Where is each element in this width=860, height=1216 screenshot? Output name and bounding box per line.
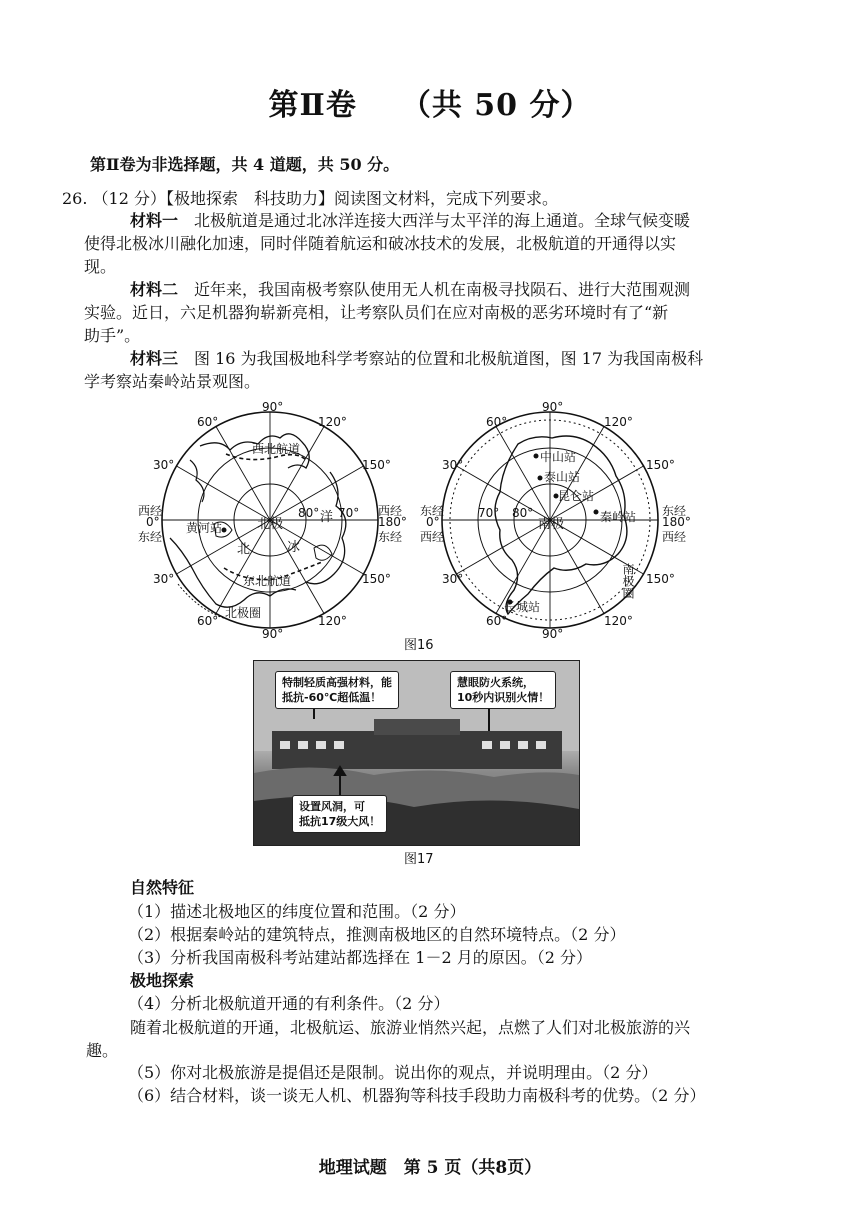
material-1-line3: 现。 xyxy=(84,257,117,276)
title-part2: （共 50 分） xyxy=(400,88,592,123)
antarctic-west-label: 西经 xyxy=(420,530,445,544)
callout-wind-line2: 抵抗17级大风！ xyxy=(299,815,381,828)
antarctic-zero: 0° xyxy=(426,515,440,529)
callout-fire-line1: 慧眼防火系统， xyxy=(457,676,534,689)
arctic-180: 180° xyxy=(378,515,407,529)
callout-wind-tunnel xyxy=(292,795,387,833)
antarctic-circle-label: 南极圈 xyxy=(621,563,635,599)
arctic-lon-60-bl: 60° xyxy=(197,614,219,628)
arctic-ocean-char-3: 冰 xyxy=(287,540,301,555)
material-2-line1: 近年来，我国南极考察队使用无人机在南极寻找陨石、进行大范围观测 xyxy=(194,280,691,299)
material-3-label: 材料三 xyxy=(130,349,179,368)
antarctic-lon-60-bl: 60° xyxy=(486,614,508,628)
station-zhongshan: 中山站 xyxy=(540,450,577,464)
antarctic-180: 180° xyxy=(662,515,691,529)
antarctic-east-label-r: 东经 xyxy=(662,504,687,518)
antarctic-lon-120-br: 120° xyxy=(604,614,633,628)
arctic-northeast-route: 东北航道 xyxy=(243,574,292,588)
station-kunlun: 昆仑站 xyxy=(558,489,595,503)
antarctic-lon-30-l: 30° xyxy=(442,458,464,472)
station-taishan: 泰山站 xyxy=(544,470,581,484)
figure-16-caption: 图16 xyxy=(404,638,434,653)
antarctic-lon-120-tr: 120° xyxy=(604,415,633,429)
material-2 xyxy=(84,278,804,347)
arctic-zero: 0° xyxy=(146,515,160,529)
section-intro: 第Ⅱ卷为非选择题，共 4 道题，共 50 分。 xyxy=(90,155,400,174)
arctic-lon-30-bl: 30° xyxy=(153,572,175,586)
question-head: （12 分）【极地探索 科技助力】阅读图文材料，完成下列要求。 xyxy=(92,189,558,208)
arctic-lon-30-l: 30° xyxy=(153,458,175,472)
question-number: 26. xyxy=(62,189,88,208)
question-5: （5）你对北极旅游是提倡还是限制。说出你的观点，并说明理由。（2 分） xyxy=(128,1063,658,1082)
section-polar-exploration: 极地探索 xyxy=(130,971,195,990)
material-1-line2: 使得北极冰川融化加速，同时伴随着航运和破冰技术的发展，北极航道的开通得以实 xyxy=(84,234,677,253)
figure-17-caption: 图17 xyxy=(404,852,434,867)
antarctic-east-label: 东经 xyxy=(420,504,445,518)
arctic-circle-label: 北极圈 xyxy=(225,606,262,620)
callout-material-line1: 特制轻质高强材料，能 xyxy=(282,676,392,689)
antarctic-west-label-r: 西经 xyxy=(662,530,687,544)
antarctic-lon-30-bl: 30° xyxy=(442,572,464,586)
antarctic-lon-90-bottom: 90° xyxy=(542,627,564,641)
callout-fire-line2: 10秒内识别火情！ xyxy=(457,691,550,704)
material-1 xyxy=(84,209,804,278)
arctic-northwest-route: 西北航道 xyxy=(252,442,301,456)
arctic-west-label-r: 西经 xyxy=(378,504,403,518)
material-1-label: 材料一 xyxy=(130,211,179,230)
title-part1: 第Ⅱ卷 xyxy=(268,88,357,123)
material-3 xyxy=(84,347,804,393)
antarctic-lat-70: 70° xyxy=(478,506,500,520)
section-title xyxy=(0,80,860,124)
question-4: （4）分析北极航道开通的有利条件。（2 分） xyxy=(128,994,450,1013)
arctic-lon-60-tl: 60° xyxy=(197,415,219,429)
question-3: （3）分析我国南极科考站建站都选择在 1－2 月的原因。（2 分） xyxy=(128,948,592,967)
material-2-line3: 助手”。 xyxy=(84,326,141,345)
arctic-lon-150-r: 150° xyxy=(362,458,391,472)
callout-fire-system xyxy=(450,671,556,709)
antarctic-lon-150-br: 150° xyxy=(646,572,675,586)
arctic-lat-80: 80° xyxy=(298,506,320,520)
arctic-ocean-char-2: 北 xyxy=(237,542,251,557)
arctic-lon-120-br: 120° xyxy=(318,614,347,628)
arctic-lat-70: 70° xyxy=(338,506,360,520)
material-2-label: 材料二 xyxy=(130,280,179,299)
arctic-lon-150-br: 150° xyxy=(362,572,391,586)
material-3-line2: 学考察站秦岭站景观图。 xyxy=(84,372,261,391)
material-2-line2: 实验。近日，六足机器狗崭新亮相，让考察队员们在应对南极的恶劣环境时有了“新 xyxy=(84,303,669,322)
material-1-line1: 北极航道是通过北冰洋连接大西洋与太平洋的海上通道。全球气候变暖 xyxy=(194,211,691,230)
antarctic-lat-80: 80° xyxy=(512,506,534,520)
arctic-lon-90-bottom: 90° xyxy=(262,627,284,641)
material-3-line1: 图 16 为我国极地科学考察站的位置和北极航道图，图 17 为我国南极科 xyxy=(194,349,704,368)
callout-material-line2: 抵抗-60℃超低温！ xyxy=(282,691,382,704)
station-qinling: 秦岭站 xyxy=(600,510,637,524)
station-changcheng: 长城站 xyxy=(504,600,541,614)
antarctic-pole-label: 南极 xyxy=(538,517,565,532)
arctic-west-label: 西经 xyxy=(138,504,163,518)
context-text-line1: 随着北极航道的开通，北极航运、旅游业悄然兴起，点燃了人们对北极旅游的兴 xyxy=(130,1018,691,1037)
arctic-ocean-char-1: 洋 xyxy=(320,510,334,525)
arctic-east-label: 东经 xyxy=(138,530,163,544)
arctic-station-huanghe: 黄河站 xyxy=(186,521,223,535)
antarctic-lon-60-tl: 60° xyxy=(486,415,508,429)
section-natural-features: 自然特征 xyxy=(130,878,195,897)
context-text-line2: 趣。 xyxy=(86,1041,119,1060)
question-2: （2）根据秦岭站的建筑特点，推测南极地区的自然环境特点。（2 分） xyxy=(128,925,626,944)
question-6: （6）结合材料，谈一谈无人机、机器狗等科技手段助力南极科考的优势。（2 分） xyxy=(128,1086,706,1105)
antarctic-lon-90-top: 90° xyxy=(542,400,564,414)
antarctic-lon-150-r: 150° xyxy=(646,458,675,472)
question-1: （1）描述北极地区的纬度位置和范围。（2 分） xyxy=(128,902,466,921)
arctic-lon-90-top: 90° xyxy=(262,400,284,414)
arctic-east-label-r: 东经 xyxy=(378,530,403,544)
arctic-pole-label: 北极 xyxy=(257,517,284,532)
page-footer: 地理试题 第 5 页（共8页） xyxy=(318,1158,542,1178)
question-header xyxy=(62,186,558,209)
arctic-lon-120-tr: 120° xyxy=(318,415,347,429)
callout-wind-line1: 设置风洞，可 xyxy=(299,800,365,813)
callout-material xyxy=(275,671,399,709)
